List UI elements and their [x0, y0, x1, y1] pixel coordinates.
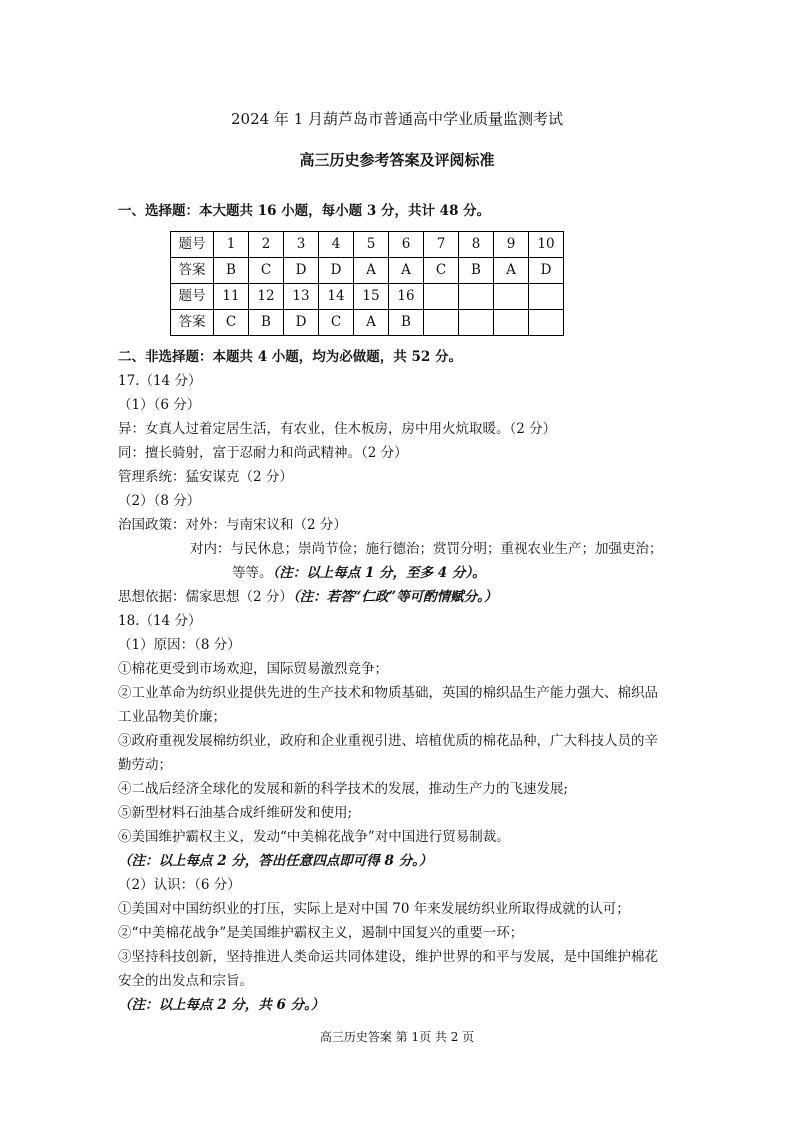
answer-cell: A	[389, 258, 424, 284]
question-number-cell: 6	[389, 232, 424, 258]
q18-number: 18.（14 分）	[118, 613, 202, 629]
q17-part1-heading: （1）（6 分）	[118, 397, 201, 413]
question-number-cell: 7	[424, 232, 459, 258]
q18-reason-2b: 工业品物美价廉；	[118, 709, 226, 725]
q17-etc: 等等。	[232, 565, 273, 581]
question-number-cell: 1	[214, 232, 249, 258]
q18-insight-3b: 安全的出发点和宗旨。	[118, 973, 253, 989]
answer-cell: A	[494, 258, 529, 284]
section1-heading: 一、选择题：本大题共 16 小题，每小题 3 分，共计 48 分。	[118, 203, 491, 219]
answer-cell	[424, 310, 459, 336]
q18-reason-1: ①棉花更受到市场欢迎，国际贸易激烈竞争；	[118, 661, 388, 677]
q18-reason-5: ⑤新型材料石油基合成纤维研发和使用;	[118, 805, 353, 821]
answer-cell: A	[354, 258, 389, 284]
q17-scoring-note: （注：以上每点 1 分，至多 4 分）。	[272, 565, 486, 581]
question-number-cell: 11	[214, 284, 249, 310]
question-number-cell	[459, 284, 494, 310]
q17-part2-heading: （2）（8 分）	[118, 493, 201, 509]
q18-part2-note: （注：以上每点 2 分，共 6 分。）	[118, 997, 325, 1013]
answer-cell: D	[284, 258, 319, 284]
question-number-cell: 5	[354, 232, 389, 258]
q17-similarity: 同：擅长骑射，富于忍耐力和尚武精神。（2 分）	[118, 445, 408, 461]
q18-reason-6: ⑥美国维护霸权主义，发动“中美棉花战争”对中国进行贸易制裁。	[118, 829, 510, 845]
answer-cell: C	[319, 310, 354, 336]
question-number-cell: 16	[389, 284, 424, 310]
question-number-cell: 14	[319, 284, 354, 310]
answer-table-answer-row	[171, 310, 564, 336]
q17-etc-line	[232, 564, 486, 582]
q17-ideological-basis: 思想依据：儒家思想（2 分）	[118, 589, 293, 605]
answer-cell	[494, 310, 529, 336]
q17-internal-policy: 对内：与民休息；崇尚节俭；施行德治；赏罚分明；重视农业生产；加强吏治；	[190, 541, 663, 557]
q18-part1-note: （注：以上每点 2 分，答出任意四点即可得 8 分。）	[118, 853, 433, 869]
answer-row-label: 答案	[171, 310, 214, 336]
q18-insight-2: ②“中美棉花战争”是美国维护霸权主义，遏制中国复兴的重要一环；	[118, 925, 524, 941]
q18-insight-3a: ③坚持科技创新，坚持推进人类命运共同体建设，维护世界的和平与发展，是中国维护棉花	[118, 949, 658, 965]
question-number-cell: 8	[459, 232, 494, 258]
q18-reason-2a: ②工业革命为纺织业提供先进的生产技术和物质基础，英国的棉织品生产能力强大、棉织品	[118, 685, 658, 701]
question-number-cell: 13	[284, 284, 319, 310]
answer-cell: D	[284, 310, 319, 336]
q17-basis-line	[118, 588, 497, 606]
answer-row-label: 答案	[171, 258, 214, 284]
question-number-row-label: 题号	[171, 232, 214, 258]
answer-table	[170, 231, 564, 336]
question-number-cell: 4	[319, 232, 354, 258]
answer-cell: C	[214, 310, 249, 336]
answer-cell	[529, 310, 564, 336]
q17-number: 17.（14 分）	[118, 373, 202, 389]
question-number-cell: 2	[249, 232, 284, 258]
q18-insight-1: ①美国对中国纺织业的打压，实际上是对中国 70 年来发展纺织业所取得成就的认可；	[118, 901, 630, 917]
answer-table-question-number-row	[171, 232, 564, 258]
answer-table-question-number-row	[171, 284, 564, 310]
question-number-cell: 15	[354, 284, 389, 310]
q17-basis-note: （注：若答“仁政”等可酌情赋分。）	[292, 589, 498, 605]
answer-cell: A	[354, 310, 389, 336]
answer-cell: C	[424, 258, 459, 284]
q17-management-system: 管理系统：猛安谋克（2 分）	[118, 469, 293, 485]
question-number-cell	[529, 284, 564, 310]
q17-difference: 异：女真人过着定居生活，有农业，住木板房，房中用火炕取暖。（2 分）	[118, 421, 557, 437]
question-number-cell: 9	[494, 232, 529, 258]
q17-governance-policy: 治国政策：对外：与南宋议和（2 分）	[118, 517, 347, 533]
answer-key-title: 高三历史参考答案及评阅标准	[299, 151, 495, 169]
question-number-cell: 3	[284, 232, 319, 258]
answer-cell: B	[249, 310, 284, 336]
section2-heading: 二、非选择题：本题共 4 小题，均为必做题，共 52 分。	[118, 349, 462, 365]
q18-part2-heading: （2）认识：（6 分）	[118, 877, 241, 893]
q18-reason-4: ④二战后经济全球化的发展和新的科学技术的发展，推动生产力的飞速发展;	[118, 781, 569, 797]
question-number-cell: 10	[529, 232, 564, 258]
page-footer: 高三历史答案 第 1页 共 2 页	[319, 1030, 475, 1044]
answer-cell: B	[459, 258, 494, 284]
q18-part1-heading: （1）原因：（8 分）	[118, 637, 241, 653]
answer-cell: C	[249, 258, 284, 284]
q18-reason-3b: 勤劳动；	[118, 757, 172, 773]
answer-cell: D	[319, 258, 354, 284]
question-number-cell: 12	[249, 284, 284, 310]
exam-title: 2024 年 1 月葫芦岛市普通高中学业质量监测考试	[230, 110, 564, 128]
question-number-cell	[494, 284, 529, 310]
answer-cell: B	[389, 310, 424, 336]
answer-table-answer-row	[171, 258, 564, 284]
answer-cell	[459, 310, 494, 336]
question-number-row-label: 题号	[171, 284, 214, 310]
question-number-cell	[424, 284, 459, 310]
q18-reason-3a: ③政府重视发展棉纺织业，政府和企业重视引进、培植优质的棉花品种，广大科技人员的辛	[118, 733, 658, 749]
answer-cell: D	[529, 258, 564, 284]
answer-cell: B	[214, 258, 249, 284]
